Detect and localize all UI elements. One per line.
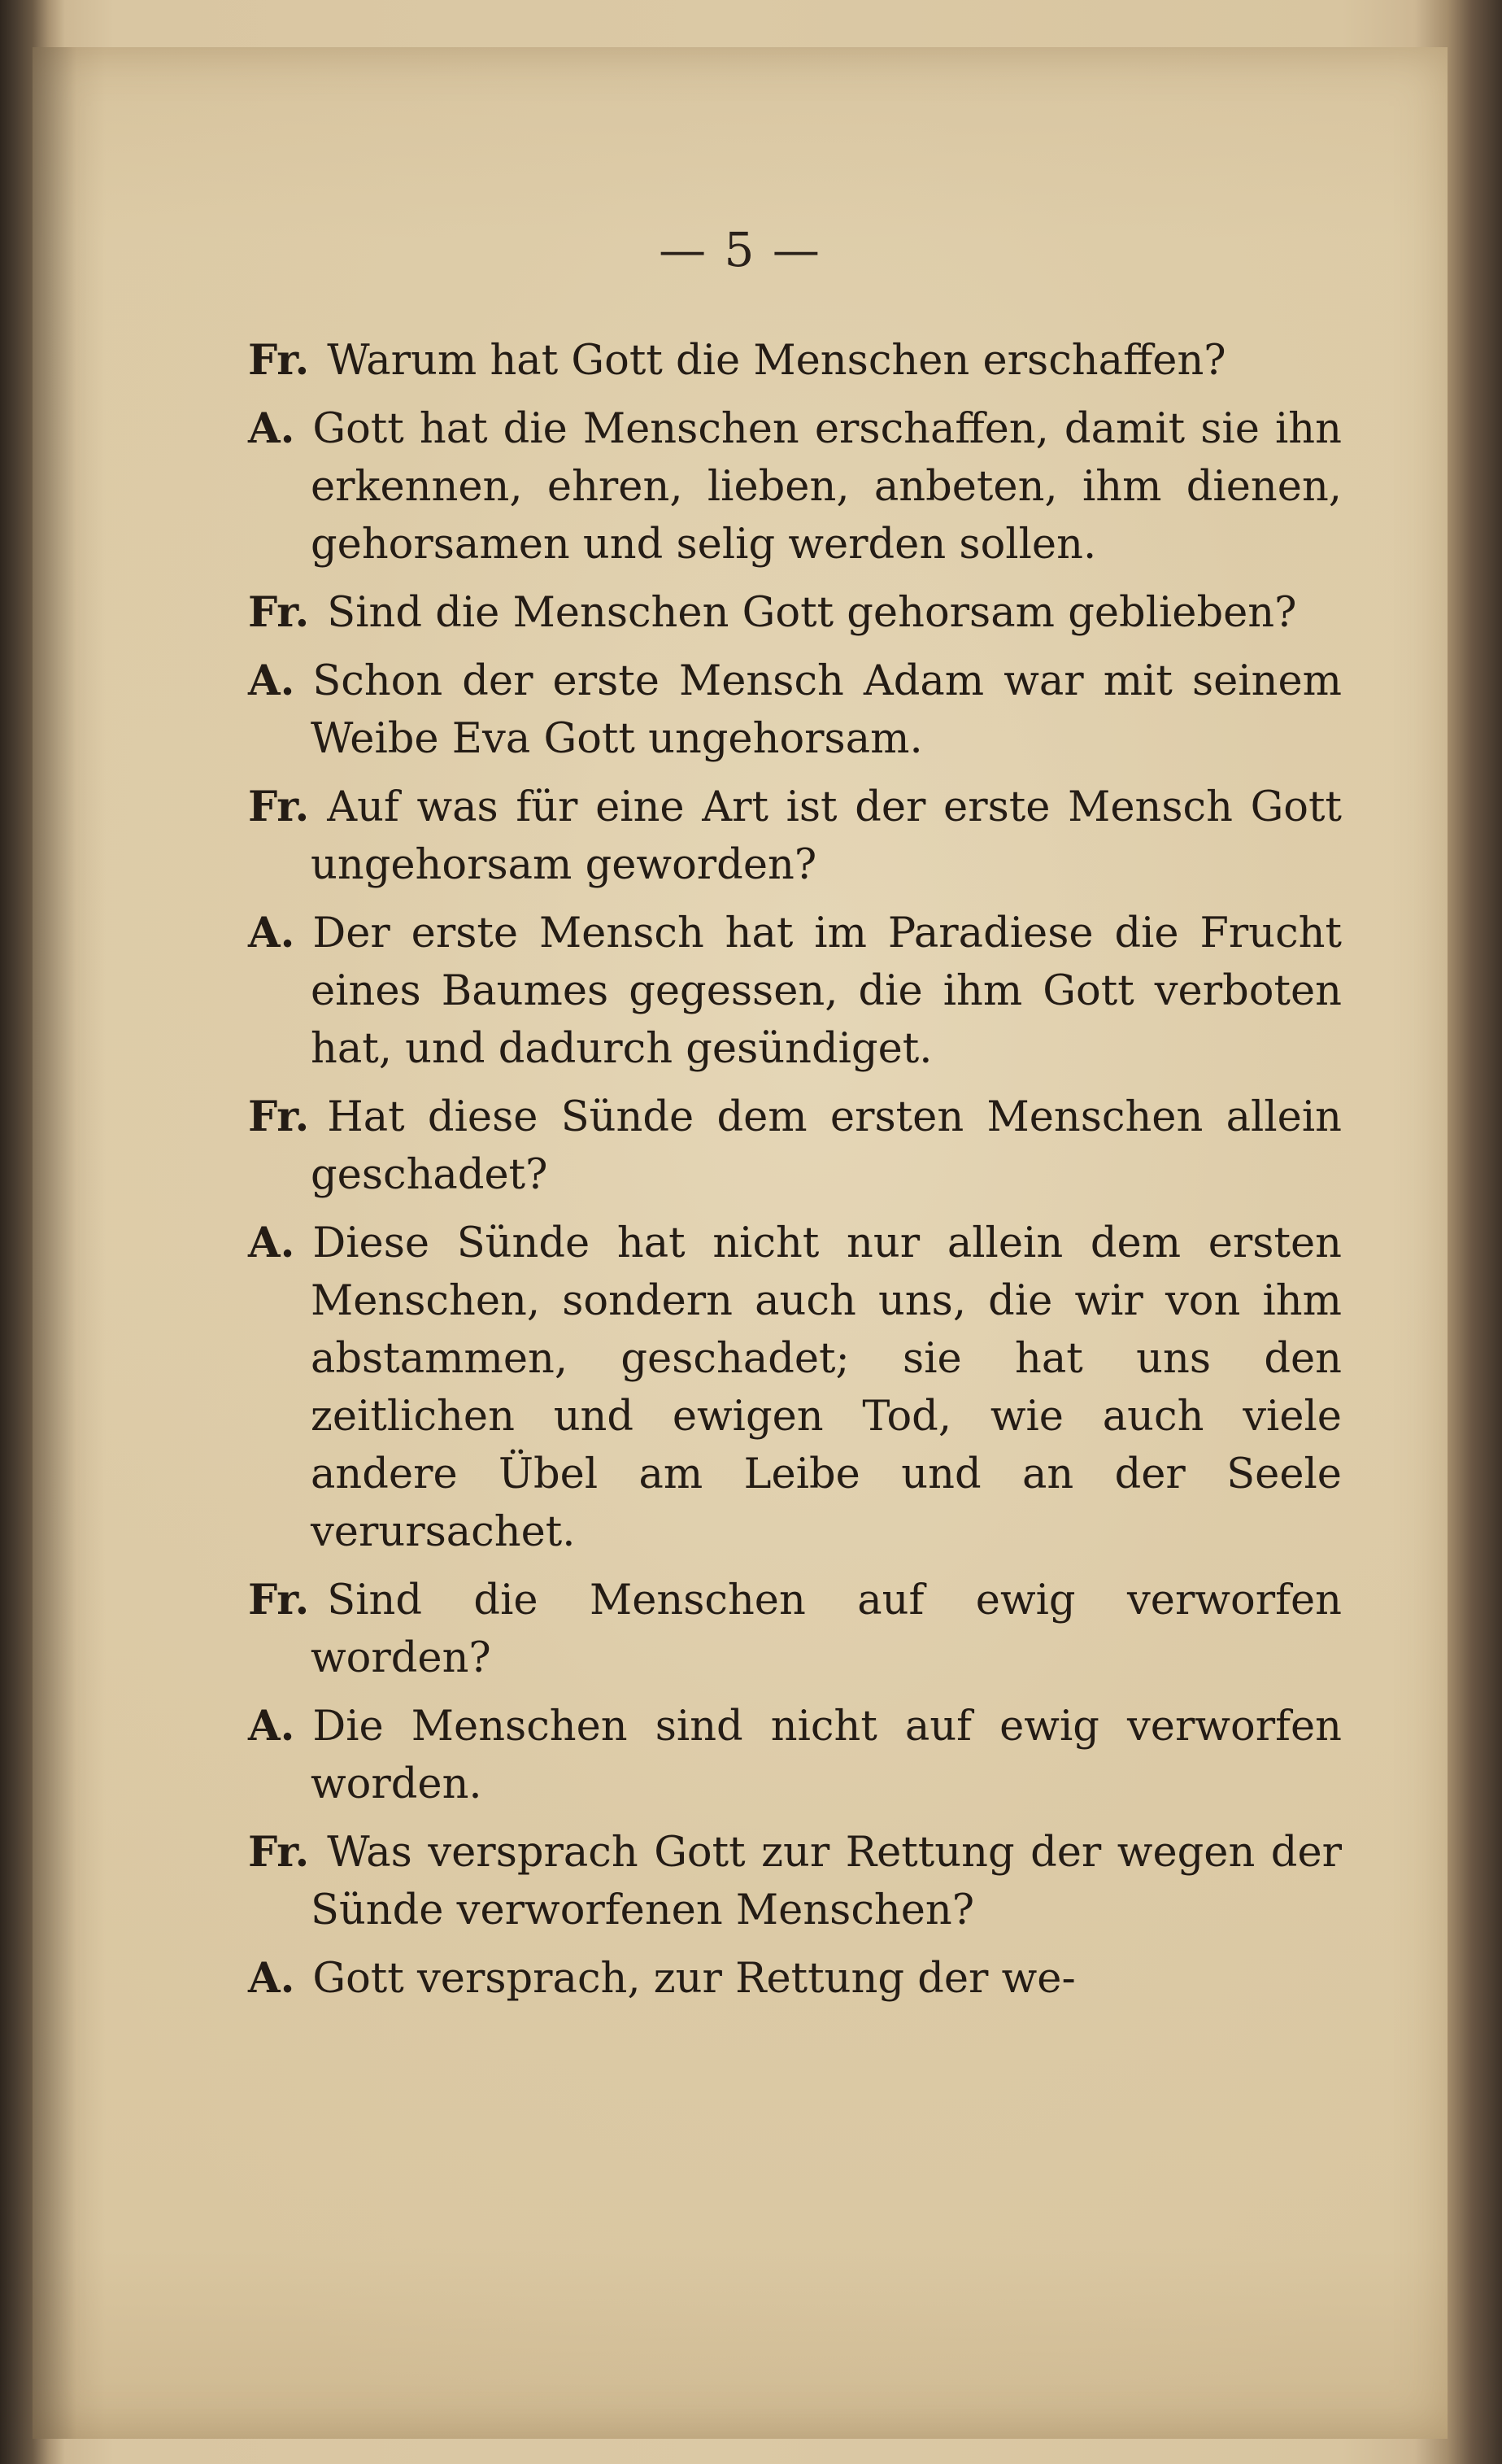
answer-2 xyxy=(248,652,1342,768)
entry-text: Hat diese Sünde dem ersten Menschen allein geschadet? xyxy=(311,1093,1342,1199)
entry-text: Gott hat die Menschen erschaffen, damit sie ihn erkennen, ehren, lieben, anbeten, ihm dienen, gehorsamen und selig werden sollen. xyxy=(311,405,1342,569)
speaker-label: A. xyxy=(248,1954,295,2003)
entry-text: Die Menschen sind nicht auf ewig verworfen worden. xyxy=(311,1703,1342,1808)
question-3 xyxy=(248,778,1342,894)
speaker-label: Fr. xyxy=(248,1576,310,1624)
question-5 xyxy=(248,1572,1342,1687)
speaker-label: Fr. xyxy=(248,336,310,385)
question-4 xyxy=(248,1088,1342,1204)
entry-text: Warum hat Gott die Menschen erschaffen? xyxy=(327,337,1226,385)
speaker-label: Fr. xyxy=(248,1092,310,1141)
speaker-label: Fr. xyxy=(248,588,310,637)
book-page xyxy=(33,47,1448,2439)
answer-1 xyxy=(248,400,1342,573)
question-1 xyxy=(248,332,1342,390)
answer-3 xyxy=(248,905,1342,1078)
entry-text: Sind die Menschen auf ewig verworfen worden? xyxy=(311,1577,1342,1682)
speaker-label: Fr. xyxy=(248,783,310,831)
page-gutter-shadow xyxy=(33,47,106,2439)
speaker-label: Fr. xyxy=(248,1828,310,1877)
speaker-label: A. xyxy=(248,1219,295,1267)
question-2 xyxy=(248,584,1342,642)
question-6 xyxy=(248,1824,1342,1939)
entry-text: Schon der erste Mensch Adam war mit seinem Weibe Eva Gott ungehorsam. xyxy=(311,657,1342,763)
catechism-text xyxy=(248,332,1342,2018)
speaker-label: A. xyxy=(248,1702,295,1751)
entry-text: Was versprach Gott zur Rettung der wegen der Sünde verworfenen Menschen? xyxy=(311,1829,1342,1934)
answer-6 xyxy=(248,1950,1342,2008)
entry-text: Diese Sünde hat nicht nur allein dem ersten Menschen, sondern auch uns, die wir von ihm abstammen, geschadet; sie hat uns den zeitlichen und ewigen Tod, wie auch viele andere Übel am Leibe und an der Seele verursachet. xyxy=(311,1219,1342,1556)
answer-5 xyxy=(248,1698,1342,1813)
speaker-label: A. xyxy=(248,909,295,957)
entry-text: Auf was für eine Art ist der erste Mensch Gott ungehorsam geworden? xyxy=(311,783,1342,889)
speaker-label: A. xyxy=(248,404,295,453)
entry-text: Gott versprach, zur Rettung der we- xyxy=(312,1955,1076,2003)
entry-text: Sind die Menschen Gott gehorsam geblieben? xyxy=(327,589,1297,637)
answer-4 xyxy=(248,1215,1342,1561)
speaker-label: A. xyxy=(248,656,295,705)
entry-text: Der erste Mensch hat im Paradiese die Frucht eines Baumes gegessen, die ihm Gott verboten hat, und dadurch gesündiget. xyxy=(311,909,1342,1073)
page-number: — 5 — xyxy=(659,222,821,277)
